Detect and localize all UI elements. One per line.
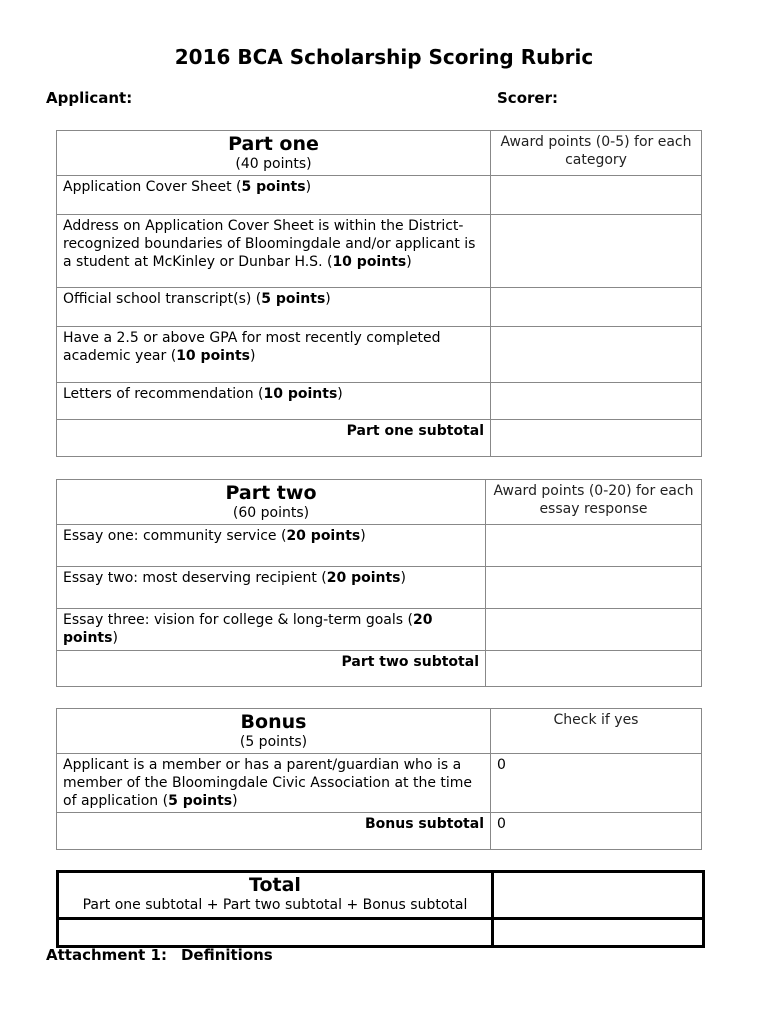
part-two-table: [56, 479, 702, 687]
part-one-header-row: [57, 131, 702, 176]
table-row: [57, 609, 702, 651]
part-two-award-note: Award points (0-20) for each essay response: [486, 480, 702, 525]
table-row: [57, 525, 702, 567]
total-header: [58, 872, 493, 919]
total-value-cell[interactable]: [493, 919, 704, 947]
criterion-text: Application Cover Sheet (5 points): [57, 176, 491, 215]
criterion-text: Essay two: most deserving recipient (20 points): [57, 567, 486, 609]
part-one-points: (40 points): [235, 156, 312, 172]
total-score-cell[interactable]: [493, 872, 704, 919]
part-one-title: Part one: [228, 133, 319, 155]
score-cell[interactable]: [486, 567, 702, 609]
part-two-title: Part two: [225, 482, 317, 504]
criterion-text: Essay three: vision for college & long-term goals (20 points): [57, 609, 486, 651]
bonus-table: [56, 708, 702, 850]
total-empty-cell: [58, 919, 493, 947]
score-cell[interactable]: [491, 176, 702, 215]
part-one-header: [57, 131, 491, 176]
total-header-row: [58, 872, 704, 919]
part-one-subtotal-label: Part one subtotal: [57, 420, 491, 457]
part-one-subtotal-cell[interactable]: [491, 420, 702, 457]
part-two-subtotal-row: [57, 651, 702, 687]
bonus-title: Bonus: [240, 711, 307, 733]
table-row: [57, 215, 702, 288]
score-cell[interactable]: [486, 525, 702, 567]
total-title: Total: [249, 874, 301, 896]
total-description: Part one subtotal + Part two subtotal + Bonus subtotal: [82, 897, 468, 913]
attachment-name: Definitions: [180, 946, 273, 964]
score-cell[interactable]: [491, 288, 702, 327]
criterion-text: Official school transcript(s) (5 points): [57, 288, 491, 327]
table-row: [57, 567, 702, 609]
page-title: 2016 BCA Scholarship Scoring Rubric: [174, 45, 594, 69]
part-one-subtotal-row: [57, 420, 702, 457]
bonus-subtotal-cell[interactable]: 0: [491, 813, 702, 850]
table-row: [57, 383, 702, 420]
score-cell[interactable]: [491, 327, 702, 383]
table-row: [57, 754, 702, 813]
criterion-text: Essay one: community service (20 points): [57, 525, 486, 567]
total-row: [58, 919, 704, 947]
part-two-subtotal-label: Part two subtotal: [57, 651, 486, 687]
bonus-header: [57, 709, 491, 754]
part-two-subtotal-cell[interactable]: [486, 651, 702, 687]
part-one-table: [56, 130, 702, 457]
score-cell[interactable]: [491, 215, 702, 288]
attachment-line: [46, 946, 287, 964]
criterion-text: Letters of recommendation (10 points): [57, 383, 491, 420]
attachment-label: Attachment 1:: [46, 946, 167, 964]
criterion-text: Address on Application Cover Sheet is within the District-recognized boundaries of Bloomingdale and/or applicant is a student at McKinley or Dunbar H.S. (10 points): [57, 215, 491, 288]
part-one-award-note: Award points (0-5) for each category: [491, 131, 702, 176]
bonus-check-cell[interactable]: 0: [491, 754, 702, 813]
total-table: [56, 870, 705, 948]
criterion-text: Applicant is a member or has a parent/guardian who is a member of the Bloomingdale Civic Association at the time of application (5 points): [57, 754, 491, 813]
part-two-points: (60 points): [232, 505, 310, 521]
bonus-subtotal-row: [57, 813, 702, 850]
table-row: [57, 327, 702, 383]
part-two-header: [57, 480, 486, 525]
criterion-text: Have a 2.5 or above GPA for most recently completed academic year (10 points): [57, 327, 491, 383]
bonus-points: (5 points): [239, 734, 308, 750]
score-cell[interactable]: [486, 609, 702, 651]
applicant-label: Applicant:: [46, 89, 133, 107]
score-cell[interactable]: [491, 383, 702, 420]
table-row: [57, 288, 702, 327]
bonus-award-note: Check if yes: [491, 709, 702, 754]
table-row: [57, 176, 702, 215]
scorer-label: Scorer:: [497, 89, 558, 107]
bonus-subtotal-label: Bonus subtotal: [57, 813, 491, 850]
bonus-header-row: [57, 709, 702, 754]
part-two-header-row: [57, 480, 702, 525]
